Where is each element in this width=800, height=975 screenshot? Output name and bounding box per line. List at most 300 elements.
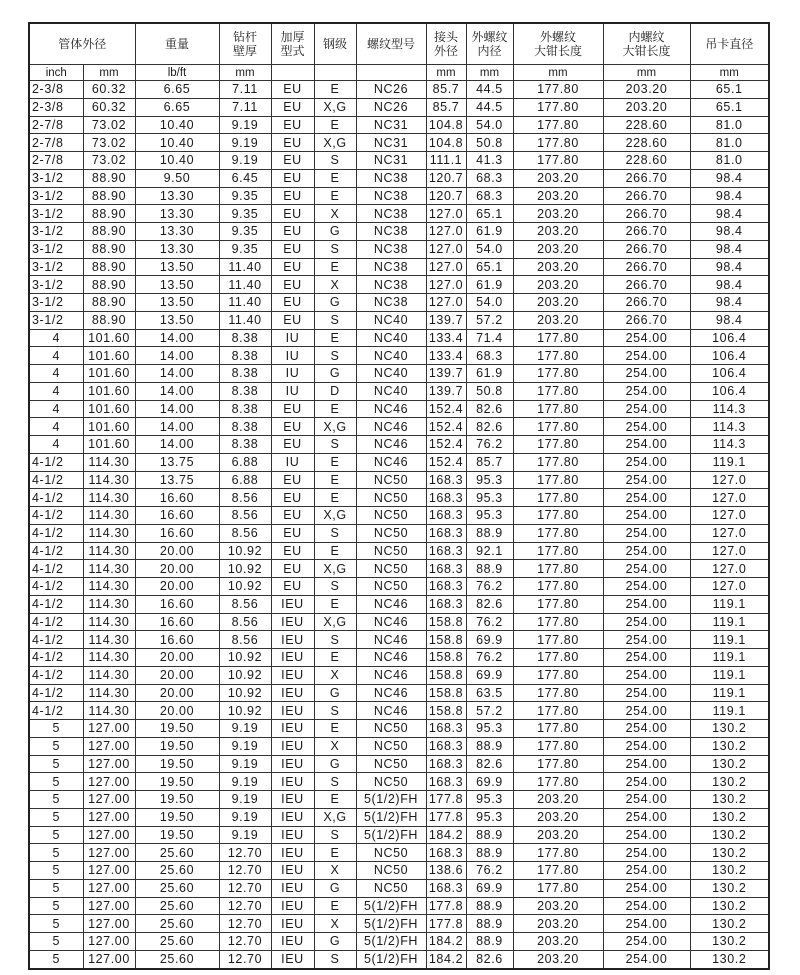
cell-weight: 25.60 xyxy=(135,879,219,897)
cell-pin-id: 57.2 xyxy=(466,311,513,329)
cell-steel-grade: E xyxy=(314,595,356,613)
header-line: 大钳长度 xyxy=(622,44,671,58)
cell-thread-type: NC38 xyxy=(356,258,426,276)
cell-od-mm: 88.90 xyxy=(83,223,135,241)
cell-pin-tong-length: 177.80 xyxy=(513,666,603,684)
cell-upset-type: EU xyxy=(271,116,314,134)
cell-od-inch: 4 xyxy=(29,365,83,383)
cell-elevator-diameter: 130.2 xyxy=(690,844,769,862)
table-row xyxy=(29,720,769,738)
cell-upset-type: IEU xyxy=(271,915,314,933)
cell-steel-grade: S xyxy=(314,631,356,649)
cell-od-mm: 114.30 xyxy=(83,595,135,613)
cell-weight: 25.60 xyxy=(135,862,219,880)
cell-box-tong-length: 254.00 xyxy=(603,702,690,720)
cell-od-mm: 127.00 xyxy=(83,897,135,915)
cell-elevator-diameter: 127.0 xyxy=(690,524,769,542)
cell-thread-type: NC40 xyxy=(356,347,426,365)
cell-joint-od: 184.2 xyxy=(426,950,466,968)
cell-joint-od: 120.7 xyxy=(426,187,466,205)
units-row xyxy=(29,65,769,81)
cell-elevator-diameter: 98.4 xyxy=(690,294,769,312)
cell-joint-od: 104.8 xyxy=(426,134,466,152)
cell-wall-thickness: 10.92 xyxy=(219,666,271,684)
cell-upset-type: IEU xyxy=(271,595,314,613)
cell-pin-id: 95.3 xyxy=(466,507,513,525)
cell-box-tong-length: 203.20 xyxy=(603,81,690,99)
cell-upset-type: EU xyxy=(271,507,314,525)
cell-elevator-diameter: 130.2 xyxy=(690,808,769,826)
cell-wall-thickness: 10.92 xyxy=(219,542,271,560)
cell-upset-type: IEU xyxy=(271,649,314,667)
cell-pin-id: 82.6 xyxy=(466,400,513,418)
cell-steel-grade: S xyxy=(314,950,356,968)
cell-od-inch: 2-3/8 xyxy=(29,98,83,116)
cell-pin-id: 61.9 xyxy=(466,276,513,294)
cell-pin-tong-length: 203.20 xyxy=(513,933,603,951)
cell-wall-thickness: 10.92 xyxy=(219,684,271,702)
cell-upset-type: EU xyxy=(271,258,314,276)
cell-thread-type: NC31 xyxy=(356,116,426,134)
cell-thread-type: NC40 xyxy=(356,382,426,400)
cell-od-inch: 4-1/2 xyxy=(29,666,83,684)
cell-elevator-diameter: 106.4 xyxy=(690,365,769,383)
cell-elevator-diameter: 130.2 xyxy=(690,737,769,755)
cell-wall-thickness: 12.70 xyxy=(219,844,271,862)
cell-thread-type: NC46 xyxy=(356,684,426,702)
cell-box-tong-length: 254.00 xyxy=(603,862,690,880)
cell-elevator-diameter: 114.3 xyxy=(690,418,769,436)
table-row xyxy=(29,524,769,542)
cell-weight: 16.60 xyxy=(135,507,219,525)
cell-box-tong-length: 254.00 xyxy=(603,720,690,738)
unit-cell: inch xyxy=(29,65,83,81)
cell-steel-grade: E xyxy=(314,169,356,187)
cell-steel-grade: G xyxy=(314,365,356,383)
cell-od-inch: 4 xyxy=(29,382,83,400)
cell-pin-id: 69.9 xyxy=(466,666,513,684)
cell-weight: 16.60 xyxy=(135,489,219,507)
cell-pin-tong-length: 203.20 xyxy=(513,169,603,187)
cell-pin-tong-length: 177.80 xyxy=(513,365,603,383)
cell-pin-tong-length: 177.80 xyxy=(513,595,603,613)
cell-wall-thickness: 9.19 xyxy=(219,737,271,755)
cell-box-tong-length: 254.00 xyxy=(603,915,690,933)
cell-pin-id: 88.9 xyxy=(466,560,513,578)
cell-thread-type: NC46 xyxy=(356,595,426,613)
cell-od-inch: 4-1/2 xyxy=(29,489,83,507)
cell-od-mm: 127.00 xyxy=(83,933,135,951)
cell-joint-od: 85.7 xyxy=(426,81,466,99)
table-row xyxy=(29,791,769,809)
cell-od-inch: 5 xyxy=(29,755,83,773)
cell-steel-grade: E xyxy=(314,791,356,809)
cell-box-tong-length: 254.00 xyxy=(603,507,690,525)
cell-steel-grade: X xyxy=(314,666,356,684)
cell-steel-grade: E xyxy=(314,329,356,347)
cell-box-tong-length: 254.00 xyxy=(603,400,690,418)
cell-thread-type: NC26 xyxy=(356,98,426,116)
table-row xyxy=(29,294,769,312)
cell-thread-type: NC46 xyxy=(356,666,426,684)
cell-box-tong-length: 266.70 xyxy=(603,311,690,329)
cell-elevator-diameter: 127.0 xyxy=(690,507,769,525)
cell-elevator-diameter: 130.2 xyxy=(690,862,769,880)
cell-elevator-diameter: 130.2 xyxy=(690,755,769,773)
cell-od-mm: 88.90 xyxy=(83,187,135,205)
cell-joint-od: 168.3 xyxy=(426,542,466,560)
cell-thread-type: 5(1/2)FH xyxy=(356,950,426,968)
cell-od-mm: 127.00 xyxy=(83,915,135,933)
cell-box-tong-length: 254.00 xyxy=(603,773,690,791)
cell-steel-grade: S xyxy=(314,240,356,258)
table-row xyxy=(29,808,769,826)
cell-upset-type: IEU xyxy=(271,933,314,951)
cell-upset-type: IU xyxy=(271,365,314,383)
table-row xyxy=(29,879,769,897)
cell-weight: 19.50 xyxy=(135,720,219,738)
cell-od-mm: 114.30 xyxy=(83,453,135,471)
cell-thread-type: 5(1/2)FH xyxy=(356,897,426,915)
cell-wall-thickness: 8.56 xyxy=(219,631,271,649)
cell-wall-thickness: 11.40 xyxy=(219,311,271,329)
cell-od-mm: 114.30 xyxy=(83,507,135,525)
table-row xyxy=(29,507,769,525)
cell-upset-type: EU xyxy=(271,240,314,258)
cell-thread-type: NC46 xyxy=(356,702,426,720)
cell-upset-type: IEU xyxy=(271,826,314,844)
header-line: 大钳长度 xyxy=(533,44,582,58)
cell-pin-tong-length: 177.80 xyxy=(513,844,603,862)
cell-joint-od: 168.3 xyxy=(426,595,466,613)
cell-elevator-diameter: 65.1 xyxy=(690,81,769,99)
cell-weight: 25.60 xyxy=(135,844,219,862)
cell-wall-thickness: 9.19 xyxy=(219,755,271,773)
cell-elevator-diameter: 130.2 xyxy=(690,915,769,933)
cell-pin-tong-length: 203.20 xyxy=(513,915,603,933)
header-pin-tong-length xyxy=(513,23,603,65)
cell-od-inch: 5 xyxy=(29,844,83,862)
cell-thread-type: NC50 xyxy=(356,560,426,578)
cell-pin-tong-length: 203.20 xyxy=(513,897,603,915)
cell-wall-thickness: 9.19 xyxy=(219,152,271,170)
cell-joint-od: 168.3 xyxy=(426,489,466,507)
cell-joint-od: 120.7 xyxy=(426,169,466,187)
table-row xyxy=(29,169,769,187)
cell-thread-type: NC38 xyxy=(356,169,426,187)
cell-od-inch: 5 xyxy=(29,915,83,933)
cell-elevator-diameter: 119.1 xyxy=(690,684,769,702)
cell-joint-od: 177.8 xyxy=(426,808,466,826)
cell-weight: 13.30 xyxy=(135,223,219,241)
cell-od-mm: 101.60 xyxy=(83,382,135,400)
cell-upset-type: EU xyxy=(271,223,314,241)
cell-steel-grade: E xyxy=(314,400,356,418)
cell-pin-tong-length: 177.80 xyxy=(513,98,603,116)
cell-elevator-diameter: 130.2 xyxy=(690,773,769,791)
cell-pin-id: 95.3 xyxy=(466,791,513,809)
header-line: 外螺纹 xyxy=(471,30,508,44)
cell-joint-od: 133.4 xyxy=(426,329,466,347)
cell-weight: 16.60 xyxy=(135,595,219,613)
cell-steel-grade: S xyxy=(314,152,356,170)
cell-weight: 20.00 xyxy=(135,684,219,702)
cell-box-tong-length: 254.00 xyxy=(603,950,690,968)
cell-wall-thickness: 9.19 xyxy=(219,116,271,134)
cell-od-mm: 114.30 xyxy=(83,524,135,542)
cell-pin-tong-length: 177.80 xyxy=(513,152,603,170)
cell-wall-thickness: 8.56 xyxy=(219,524,271,542)
cell-weight: 10.40 xyxy=(135,116,219,134)
cell-weight: 13.30 xyxy=(135,187,219,205)
cell-steel-grade: G xyxy=(314,879,356,897)
header-line: 螺纹型号 xyxy=(366,37,415,51)
cell-od-inch: 4 xyxy=(29,436,83,454)
cell-weight: 13.75 xyxy=(135,453,219,471)
cell-od-mm: 127.00 xyxy=(83,844,135,862)
cell-upset-type: EU xyxy=(271,205,314,223)
cell-steel-grade: X xyxy=(314,862,356,880)
cell-od-inch: 4-1/2 xyxy=(29,453,83,471)
cell-joint-od: 133.4 xyxy=(426,347,466,365)
cell-od-inch: 3-1/2 xyxy=(29,294,83,312)
cell-box-tong-length: 266.70 xyxy=(603,276,690,294)
table-row xyxy=(29,897,769,915)
cell-wall-thickness: 9.19 xyxy=(219,808,271,826)
cell-pin-tong-length: 177.80 xyxy=(513,524,603,542)
table-row xyxy=(29,631,769,649)
cell-thread-type: 5(1/2)FH xyxy=(356,933,426,951)
cell-pin-id: 88.9 xyxy=(466,915,513,933)
cell-od-mm: 127.00 xyxy=(83,879,135,897)
cell-steel-grade: E xyxy=(314,489,356,507)
cell-od-mm: 114.30 xyxy=(83,542,135,560)
cell-steel-grade: X,G xyxy=(314,134,356,152)
cell-od-inch: 4-1/2 xyxy=(29,578,83,596)
cell-thread-type: NC50 xyxy=(356,773,426,791)
cell-joint-od: 152.4 xyxy=(426,400,466,418)
cell-wall-thickness: 9.19 xyxy=(219,791,271,809)
cell-thread-type: NC50 xyxy=(356,507,426,525)
cell-wall-thickness: 9.19 xyxy=(219,773,271,791)
cell-od-inch: 4-1/2 xyxy=(29,524,83,542)
table-row xyxy=(29,347,769,365)
table-row xyxy=(29,453,769,471)
cell-pin-id: 41.3 xyxy=(466,152,513,170)
cell-od-mm: 88.90 xyxy=(83,276,135,294)
cell-elevator-diameter: 119.1 xyxy=(690,613,769,631)
cell-upset-type: EU xyxy=(271,524,314,542)
cell-upset-type: IEU xyxy=(271,844,314,862)
cell-elevator-diameter: 127.0 xyxy=(690,578,769,596)
cell-pin-id: 95.3 xyxy=(466,471,513,489)
cell-box-tong-length: 254.00 xyxy=(603,933,690,951)
cell-joint-od: 158.8 xyxy=(426,684,466,702)
cell-wall-thickness: 9.19 xyxy=(219,720,271,738)
cell-joint-od: 168.3 xyxy=(426,879,466,897)
cell-steel-grade: X xyxy=(314,276,356,294)
cell-steel-grade: X,G xyxy=(314,418,356,436)
cell-box-tong-length: 254.00 xyxy=(603,737,690,755)
cell-thread-type: NC46 xyxy=(356,453,426,471)
cell-pin-tong-length: 177.80 xyxy=(513,382,603,400)
cell-pin-tong-length: 177.80 xyxy=(513,773,603,791)
cell-joint-od: 152.4 xyxy=(426,453,466,471)
header-pin-id xyxy=(466,23,513,65)
table-row xyxy=(29,542,769,560)
cell-od-mm: 114.30 xyxy=(83,631,135,649)
cell-elevator-diameter: 114.3 xyxy=(690,400,769,418)
cell-thread-type: NC38 xyxy=(356,187,426,205)
cell-joint-od: 168.3 xyxy=(426,578,466,596)
cell-weight: 14.00 xyxy=(135,365,219,383)
cell-steel-grade: E xyxy=(314,116,356,134)
table-row xyxy=(29,365,769,383)
cell-pin-tong-length: 203.20 xyxy=(513,187,603,205)
cell-joint-od: 139.7 xyxy=(426,311,466,329)
cell-od-mm: 127.00 xyxy=(83,791,135,809)
cell-wall-thickness: 7.11 xyxy=(219,81,271,99)
cell-weight: 19.50 xyxy=(135,791,219,809)
cell-od-mm: 127.00 xyxy=(83,950,135,968)
cell-elevator-diameter: 130.2 xyxy=(690,897,769,915)
table-row xyxy=(29,276,769,294)
cell-upset-type: EU xyxy=(271,542,314,560)
cell-joint-od: 127.0 xyxy=(426,294,466,312)
cell-pin-id: 54.0 xyxy=(466,240,513,258)
cell-upset-type: EU xyxy=(271,400,314,418)
cell-od-mm: 127.00 xyxy=(83,720,135,738)
cell-joint-od: 152.4 xyxy=(426,418,466,436)
cell-upset-type: IEU xyxy=(271,897,314,915)
cell-elevator-diameter: 127.0 xyxy=(690,542,769,560)
cell-elevator-diameter: 119.1 xyxy=(690,666,769,684)
cell-box-tong-length: 266.70 xyxy=(603,258,690,276)
table-row xyxy=(29,862,769,880)
cell-upset-type: EU xyxy=(271,294,314,312)
cell-pin-tong-length: 177.80 xyxy=(513,400,603,418)
cell-pin-tong-length: 177.80 xyxy=(513,631,603,649)
cell-pin-tong-length: 203.20 xyxy=(513,205,603,223)
cell-weight: 14.00 xyxy=(135,329,219,347)
cell-wall-thickness: 8.38 xyxy=(219,400,271,418)
cell-upset-type: IEU xyxy=(271,666,314,684)
cell-joint-od: 168.3 xyxy=(426,524,466,542)
cell-thread-type: NC38 xyxy=(356,223,426,241)
cell-pin-tong-length: 177.80 xyxy=(513,613,603,631)
cell-pin-id: 82.6 xyxy=(466,755,513,773)
cell-wall-thickness: 9.19 xyxy=(219,134,271,152)
cell-pin-id: 61.9 xyxy=(466,223,513,241)
cell-od-mm: 88.90 xyxy=(83,311,135,329)
cell-steel-grade: S xyxy=(314,311,356,329)
cell-od-inch: 4 xyxy=(29,329,83,347)
cell-upset-type: EU xyxy=(271,471,314,489)
cell-pin-id: 88.9 xyxy=(466,737,513,755)
cell-wall-thickness: 9.35 xyxy=(219,223,271,241)
cell-joint-od: 168.3 xyxy=(426,560,466,578)
cell-box-tong-length: 228.60 xyxy=(603,134,690,152)
cell-upset-type: IEU xyxy=(271,862,314,880)
cell-od-mm: 127.00 xyxy=(83,862,135,880)
cell-steel-grade: E xyxy=(314,187,356,205)
cell-steel-grade: G xyxy=(314,684,356,702)
cell-steel-grade: X,G xyxy=(314,613,356,631)
cell-steel-grade: E xyxy=(314,649,356,667)
cell-thread-type: NC40 xyxy=(356,311,426,329)
table-row xyxy=(29,436,769,454)
cell-weight: 10.40 xyxy=(135,152,219,170)
cell-od-mm: 88.90 xyxy=(83,205,135,223)
cell-od-inch: 5 xyxy=(29,897,83,915)
cell-weight: 20.00 xyxy=(135,666,219,684)
cell-pin-tong-length: 177.80 xyxy=(513,702,603,720)
table-row xyxy=(29,915,769,933)
cell-upset-type: IEU xyxy=(271,879,314,897)
cell-elevator-diameter: 130.2 xyxy=(690,933,769,951)
unit-cell: lb/ft xyxy=(135,65,219,81)
cell-pin-id: 68.3 xyxy=(466,169,513,187)
cell-wall-thickness: 6.45 xyxy=(219,169,271,187)
cell-steel-grade: E xyxy=(314,720,356,738)
cell-steel-grade: G xyxy=(314,294,356,312)
cell-box-tong-length: 254.00 xyxy=(603,542,690,560)
cell-steel-grade: S xyxy=(314,773,356,791)
cell-od-inch: 3-1/2 xyxy=(29,311,83,329)
cell-joint-od: 158.8 xyxy=(426,666,466,684)
table-row xyxy=(29,418,769,436)
header-steel-grade xyxy=(314,23,356,65)
cell-steel-grade: E xyxy=(314,844,356,862)
cell-wall-thickness: 10.92 xyxy=(219,578,271,596)
cell-pin-tong-length: 177.80 xyxy=(513,862,603,880)
cell-box-tong-length: 266.70 xyxy=(603,240,690,258)
cell-joint-od: 127.0 xyxy=(426,223,466,241)
cell-thread-type: NC46 xyxy=(356,418,426,436)
cell-od-inch: 5 xyxy=(29,862,83,880)
cell-pin-tong-length: 177.80 xyxy=(513,81,603,99)
table-row xyxy=(29,98,769,116)
cell-weight: 20.00 xyxy=(135,578,219,596)
cell-steel-grade: X xyxy=(314,737,356,755)
cell-box-tong-length: 266.70 xyxy=(603,205,690,223)
cell-elevator-diameter: 81.0 xyxy=(690,134,769,152)
table-row xyxy=(29,844,769,862)
cell-elevator-diameter: 127.0 xyxy=(690,471,769,489)
cell-wall-thickness: 6.88 xyxy=(219,453,271,471)
cell-elevator-diameter: 119.1 xyxy=(690,453,769,471)
cell-wall-thickness: 10.92 xyxy=(219,560,271,578)
cell-od-inch: 3-1/2 xyxy=(29,276,83,294)
cell-steel-grade: G xyxy=(314,223,356,241)
cell-weight: 20.00 xyxy=(135,702,219,720)
cell-elevator-diameter: 130.2 xyxy=(690,720,769,738)
cell-od-inch: 4-1/2 xyxy=(29,507,83,525)
cell-box-tong-length: 254.00 xyxy=(603,684,690,702)
cell-pin-id: 95.3 xyxy=(466,489,513,507)
cell-weight: 13.30 xyxy=(135,240,219,258)
cell-pin-tong-length: 177.80 xyxy=(513,879,603,897)
cell-od-mm: 101.60 xyxy=(83,436,135,454)
cell-pin-id: 85.7 xyxy=(466,453,513,471)
cell-weight: 14.00 xyxy=(135,382,219,400)
header-line: 吊卡直径 xyxy=(705,37,754,51)
cell-weight: 6.65 xyxy=(135,81,219,99)
header-line: 外径 xyxy=(433,44,458,58)
cell-joint-od: 138.6 xyxy=(426,862,466,880)
cell-weight: 20.00 xyxy=(135,649,219,667)
cell-thread-type: NC50 xyxy=(356,542,426,560)
